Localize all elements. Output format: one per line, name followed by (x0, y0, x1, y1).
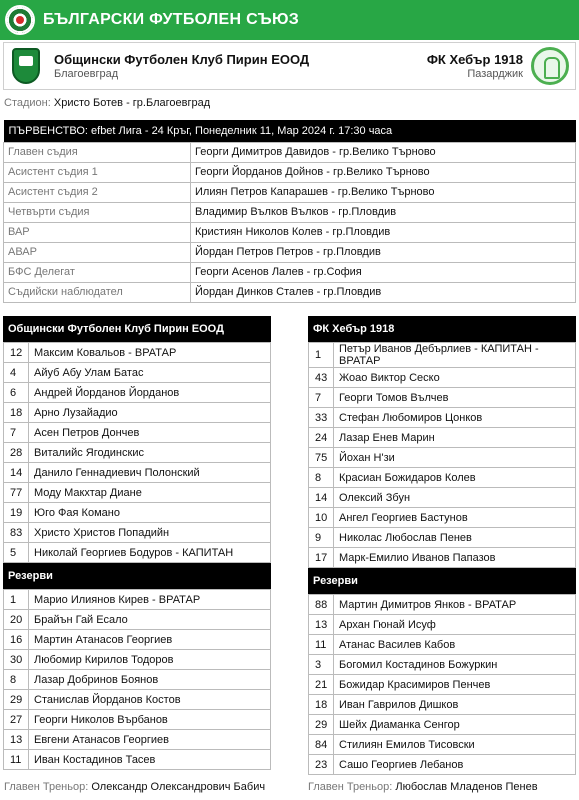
official-name[interactable]: Йордан Динков Сталев - гр.Пловдив (191, 282, 576, 302)
official-role: БФС Делегат (4, 262, 191, 282)
official-name[interactable]: Кристиян Николов Колев - гр.Пловдив (191, 222, 576, 242)
player-name[interactable]: Брайън Гай Есало (29, 610, 271, 630)
official-row (4, 202, 576, 222)
player-number: 29 (309, 715, 334, 735)
away-crest-icon (531, 47, 569, 85)
player-name[interactable]: Станислав Йорданов Костов (29, 690, 271, 710)
away-coach-label: Главен Треньор: (308, 781, 393, 793)
official-role: Четвърти съдия (4, 202, 191, 222)
official-row (4, 262, 576, 282)
player-number: 12 (4, 343, 29, 363)
away-lineup-title: ФК Хебър 1918 (308, 316, 576, 342)
player-row (309, 755, 576, 775)
player-number: 3 (309, 655, 334, 675)
player-row (4, 523, 271, 543)
player-name[interactable]: Мартин Димитров Янков - ВРАТАР (334, 595, 576, 615)
player-row (4, 383, 271, 403)
player-name[interactable]: Божидар Красимиров Пенчев (334, 675, 576, 695)
player-name[interactable]: Сашо Георгиев Лебанов (334, 755, 576, 775)
player-row (309, 735, 576, 755)
player-row (309, 428, 576, 448)
player-number: 18 (309, 695, 334, 715)
competition-label: ПЪРВЕНСТВО: (8, 124, 88, 137)
player-number: 14 (309, 488, 334, 508)
player-row (309, 343, 576, 368)
player-row (309, 695, 576, 715)
player-row (4, 610, 271, 630)
player-row (4, 650, 271, 670)
official-name[interactable]: Георги Йорданов Дойнов - гр.Велико Търново (191, 162, 576, 182)
player-number: 9 (309, 528, 334, 548)
player-number: 13 (309, 615, 334, 635)
player-row (4, 503, 271, 523)
player-name[interactable]: Атанас Василев Кабов (334, 635, 576, 655)
player-number: 27 (4, 710, 29, 730)
official-role: АВАР (4, 242, 191, 262)
player-row (4, 730, 271, 750)
player-row (309, 368, 576, 388)
home-lineup (3, 316, 271, 770)
player-row (309, 615, 576, 635)
official-row (4, 222, 576, 242)
player-name[interactable]: Айуб Абу Улам Батас (29, 363, 271, 383)
home-crest-icon (12, 48, 40, 84)
player-row (4, 443, 271, 463)
player-name[interactable]: Жоао Виктор Сеско (334, 368, 576, 388)
player-name[interactable]: Красиан Божидаров Колев (334, 468, 576, 488)
player-row (309, 655, 576, 675)
home-coach-line (4, 781, 265, 793)
player-name[interactable]: Мартин Атанасов Георгиев (29, 630, 271, 650)
player-name[interactable]: Виталийс Ягодинскис (29, 443, 271, 463)
official-row (4, 242, 576, 262)
player-name[interactable]: Марк-Емилио Иванов Папазов (334, 548, 576, 568)
player-name[interactable]: Петър Иванов Дебърлиев - КАПИТАН - ВРАТАР (334, 343, 576, 368)
player-row (4, 710, 271, 730)
official-row (4, 142, 576, 162)
home-team-name[interactable]: Общински Футболен Клуб Пирин ЕООД (54, 52, 310, 67)
player-name[interactable]: Максим Ковальов - ВРАТАР (29, 343, 271, 363)
away-lineup (308, 316, 576, 775)
player-number: 84 (309, 735, 334, 755)
player-row (309, 675, 576, 695)
player-number: 16 (4, 630, 29, 650)
player-number: 83 (4, 523, 29, 543)
player-name[interactable]: Георги Николов Върбанов (29, 710, 271, 730)
player-row (4, 403, 271, 423)
away-team-name[interactable]: ФК Хебър 1918 (426, 52, 523, 67)
player-number: 77 (4, 483, 29, 503)
player-number: 17 (309, 548, 334, 568)
competition-header (4, 120, 576, 142)
home-reserves-title: Резерви (3, 563, 271, 589)
competition-value: efbet Лига - 24 Кръг, Понеделник 11, Мар 2024 г. 17:30 часа (91, 124, 393, 137)
player-number: 33 (309, 408, 334, 428)
away-reserves-table (308, 594, 576, 775)
player-row (4, 590, 271, 610)
stadium-line (4, 97, 210, 109)
player-name[interactable]: Георги Томов Вълчев (334, 388, 576, 408)
player-name[interactable]: Стефан Любомиров Цонков (334, 408, 576, 428)
player-number: 1 (4, 590, 29, 610)
player-name[interactable]: Иван Гаврилов Дишков (334, 695, 576, 715)
official-role: Асистент съдия 2 (4, 182, 191, 202)
away-team-city: Пазарджик (467, 68, 523, 80)
player-number: 14 (4, 463, 29, 483)
player-row (4, 690, 271, 710)
player-name[interactable]: Моду Макхтар Диане (29, 483, 271, 503)
home-coach-name[interactable]: Олександр Олександрович Бабич (91, 781, 266, 793)
player-row (309, 448, 576, 468)
away-coach-name[interactable]: Любослав Младенов Пенев (395, 781, 538, 793)
home-coach-label: Главен Треньор: (4, 781, 89, 793)
player-number: 7 (309, 388, 334, 408)
player-name[interactable]: Данило Геннадиевич Полонский (29, 463, 271, 483)
player-number: 13 (4, 730, 29, 750)
away-reserves-title: Резерви (308, 568, 576, 594)
player-number: 11 (4, 750, 29, 770)
player-number: 29 (4, 690, 29, 710)
player-name[interactable]: Христо Христов Попадийн (29, 523, 271, 543)
away-starters-table (308, 342, 576, 568)
official-name[interactable]: Георги Асенов Лалев - гр.София (191, 262, 576, 282)
player-row (309, 548, 576, 568)
player-number: 1 (309, 343, 334, 368)
player-row (309, 388, 576, 408)
player-number: 8 (309, 468, 334, 488)
official-row (4, 182, 576, 202)
player-name[interactable]: Ангел Георгиев Бастунов (334, 508, 576, 528)
player-name[interactable]: Николас Любослав Пенев (334, 528, 576, 548)
player-number: 6 (4, 383, 29, 403)
player-number: 75 (309, 448, 334, 468)
stadium-label: Стадион: (4, 97, 51, 109)
player-name[interactable]: Шейх Диаманка Сенгор (334, 715, 576, 735)
stadium-value: Христо Ботев - гр.Благоевград (53, 97, 211, 109)
official-name[interactable]: Владимир Вълков Вълков - гр.Пловдив (191, 202, 576, 222)
player-number: 8 (4, 670, 29, 690)
player-number: 88 (309, 595, 334, 615)
player-number: 11 (309, 635, 334, 655)
match-header (3, 42, 576, 90)
player-number: 10 (309, 508, 334, 528)
official-role: Главен съдия (4, 142, 191, 162)
player-name[interactable]: Асен Петров Дончев (29, 423, 271, 443)
away-coach-line (308, 781, 538, 793)
player-number: 4 (4, 363, 29, 383)
official-row (4, 282, 576, 302)
player-name[interactable]: Марио Илиянов Кирев - ВРАТАР (29, 590, 271, 610)
player-row (4, 463, 271, 483)
official-name[interactable]: Илиян Петров Капарашев - гр.Велико Търново (191, 182, 576, 202)
player-row (4, 363, 271, 383)
player-name[interactable]: Евгени Атанасов Георгиев (29, 730, 271, 750)
player-number: 21 (309, 675, 334, 695)
player-name[interactable]: Олексий Збун (334, 488, 576, 508)
official-name[interactable]: Йордан Петров Петров - гр.Пловдив (191, 242, 576, 262)
player-row (4, 343, 271, 363)
top-bar (0, 0, 579, 40)
player-name[interactable]: Николай Георгиев Бодуров - КАПИТАН (29, 543, 271, 563)
player-row (4, 750, 271, 770)
official-name[interactable]: Георги Димитров Давидов - гр.Велико Търново (191, 142, 576, 162)
player-row (4, 630, 271, 650)
player-name[interactable]: Иван Костадинов Тасев (29, 750, 271, 770)
player-row (309, 408, 576, 428)
player-number: 28 (4, 443, 29, 463)
player-number: 19 (4, 503, 29, 523)
player-name[interactable]: Лазар Добринов Боянов (29, 670, 271, 690)
player-number: 20 (4, 610, 29, 630)
bfu-logo-icon (5, 5, 35, 35)
player-row (4, 543, 271, 563)
player-row (309, 715, 576, 735)
player-name[interactable]: Стилиян Емилов Тисовски (334, 735, 576, 755)
player-number: 24 (309, 428, 334, 448)
player-name[interactable]: Богомил Костадинов Божуркин (334, 655, 576, 675)
home-starters-table (3, 342, 271, 563)
player-name[interactable]: Юго Фая Комано (29, 503, 271, 523)
official-role: Съдийски наблюдател (4, 282, 191, 302)
player-name[interactable]: Любомир Кирилов Тодоров (29, 650, 271, 670)
player-row (309, 468, 576, 488)
home-lineup-title: Общински Футболен Клуб Пирин ЕООД (3, 316, 271, 342)
player-name[interactable]: Андрей Йорданов Йорданов (29, 383, 271, 403)
home-reserves-table (3, 589, 271, 770)
officials-table (3, 120, 576, 303)
player-number: 30 (4, 650, 29, 670)
player-row (309, 528, 576, 548)
official-role: Асистент съдия 1 (4, 162, 191, 182)
player-name[interactable]: Архан Гюнай Исуф (334, 615, 576, 635)
home-team-city: Благоевград (54, 68, 119, 80)
player-number: 18 (4, 403, 29, 423)
player-number: 7 (4, 423, 29, 443)
player-name[interactable]: Лазар Енев Марин (334, 428, 576, 448)
player-row (4, 483, 271, 503)
federation-title: БЪЛГАРСКИ ФУТБОЛЕН СЪЮЗ (43, 11, 300, 28)
player-number: 43 (309, 368, 334, 388)
player-name[interactable]: Арно Лузайадио (29, 403, 271, 423)
player-row (309, 488, 576, 508)
player-row (309, 595, 576, 615)
official-role: ВАР (4, 222, 191, 242)
player-number: 23 (309, 755, 334, 775)
player-row (309, 508, 576, 528)
player-number: 5 (4, 543, 29, 563)
player-row (4, 423, 271, 443)
official-row (4, 162, 576, 182)
player-row (309, 635, 576, 655)
player-name[interactable]: Йохан Н'зи (334, 448, 576, 468)
player-row (4, 670, 271, 690)
